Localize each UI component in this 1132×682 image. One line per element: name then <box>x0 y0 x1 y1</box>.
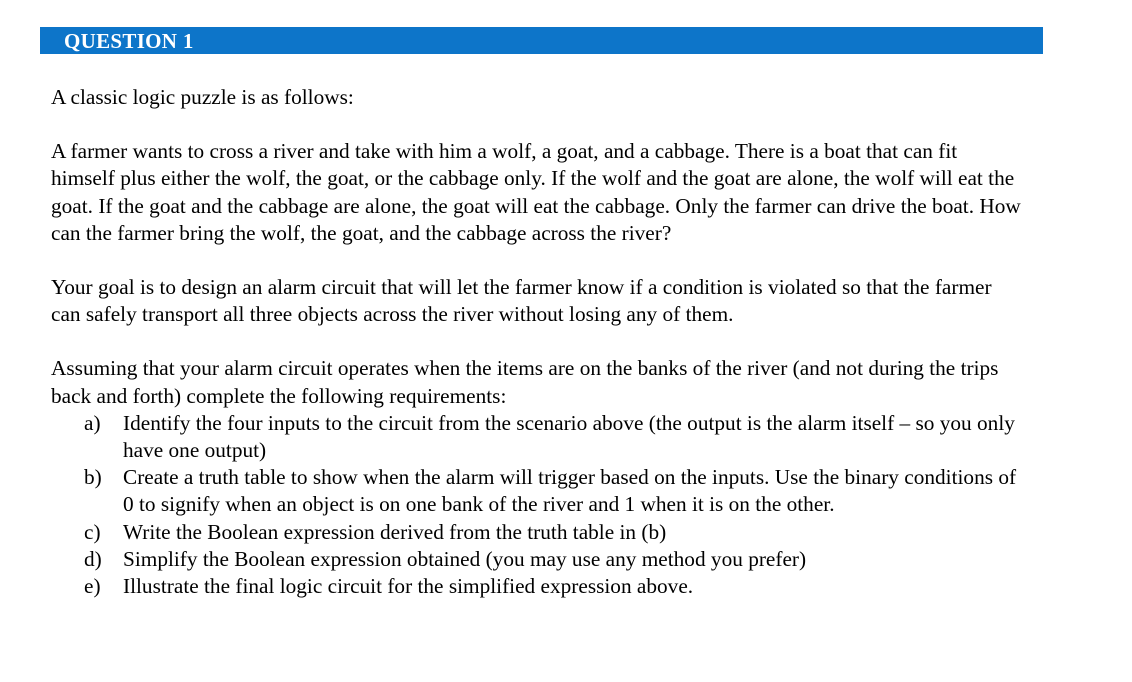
requirement-item <box>51 519 1026 546</box>
question-header-bar <box>40 27 1043 54</box>
requirement-letter: c) <box>84 519 101 544</box>
requirement-letter: d) <box>84 546 102 571</box>
requirement-text: Illustrate the final logic circuit for the simplified expression above. <box>123 574 694 599</box>
requirement-item <box>51 546 1026 573</box>
question-body <box>51 84 1026 600</box>
goal-paragraph: Your goal is to design an alarm circuit that will let the farmer know if a condition is violated so that the farmer can safely transport all three objects across the river without losing any of them. <box>51 275 992 327</box>
assumption-paragraph: Assuming that your alarm circuit operates when the items are on the banks of the river (and not during the trips back and forth) complete the following requirements: <box>51 356 999 408</box>
intro-paragraph: A classic logic puzzle is as follows: <box>51 85 354 109</box>
requirement-text: Identify the four inputs to the circuit from the scenario above (the output is the alarm itself – so you only have one output) <box>123 410 1015 463</box>
requirement-letter: b) <box>84 465 102 490</box>
requirement-text: Write the Boolean expression derived from the truth table in (b) <box>123 519 667 544</box>
requirement-letter: a) <box>84 410 101 435</box>
requirement-item <box>51 410 1026 464</box>
requirement-item <box>51 464 1026 518</box>
requirement-letter: e) <box>84 574 101 599</box>
puzzle-paragraph: A farmer wants to cross a river and take with him a wolf, a goat, and a cabbage. There is a boat that can fit himself plus either the wolf, the goat, or the cabbage only. If the wolf and the goat are alone, the wolf will eat the goat. If the goat and the cabbage are alone, the goat will eat the cabbage. Only the farmer can drive the boat. How can the farmer bring the wolf, the goat, and the cabbage across the river? <box>51 139 1021 245</box>
question-title: QUESTION 1 <box>64 29 194 53</box>
requirement-text: Create a truth table to show when the alarm will trigger based on the inputs. Use the binary conditions of 0 to signify when an object is on one bank of the river and 1 when it is on the other. <box>123 465 1017 517</box>
requirement-text: Simplify the Boolean expression obtained (you may use any method you prefer) <box>123 546 807 571</box>
requirements-list <box>51 410 1026 600</box>
requirement-item <box>51 573 1026 600</box>
